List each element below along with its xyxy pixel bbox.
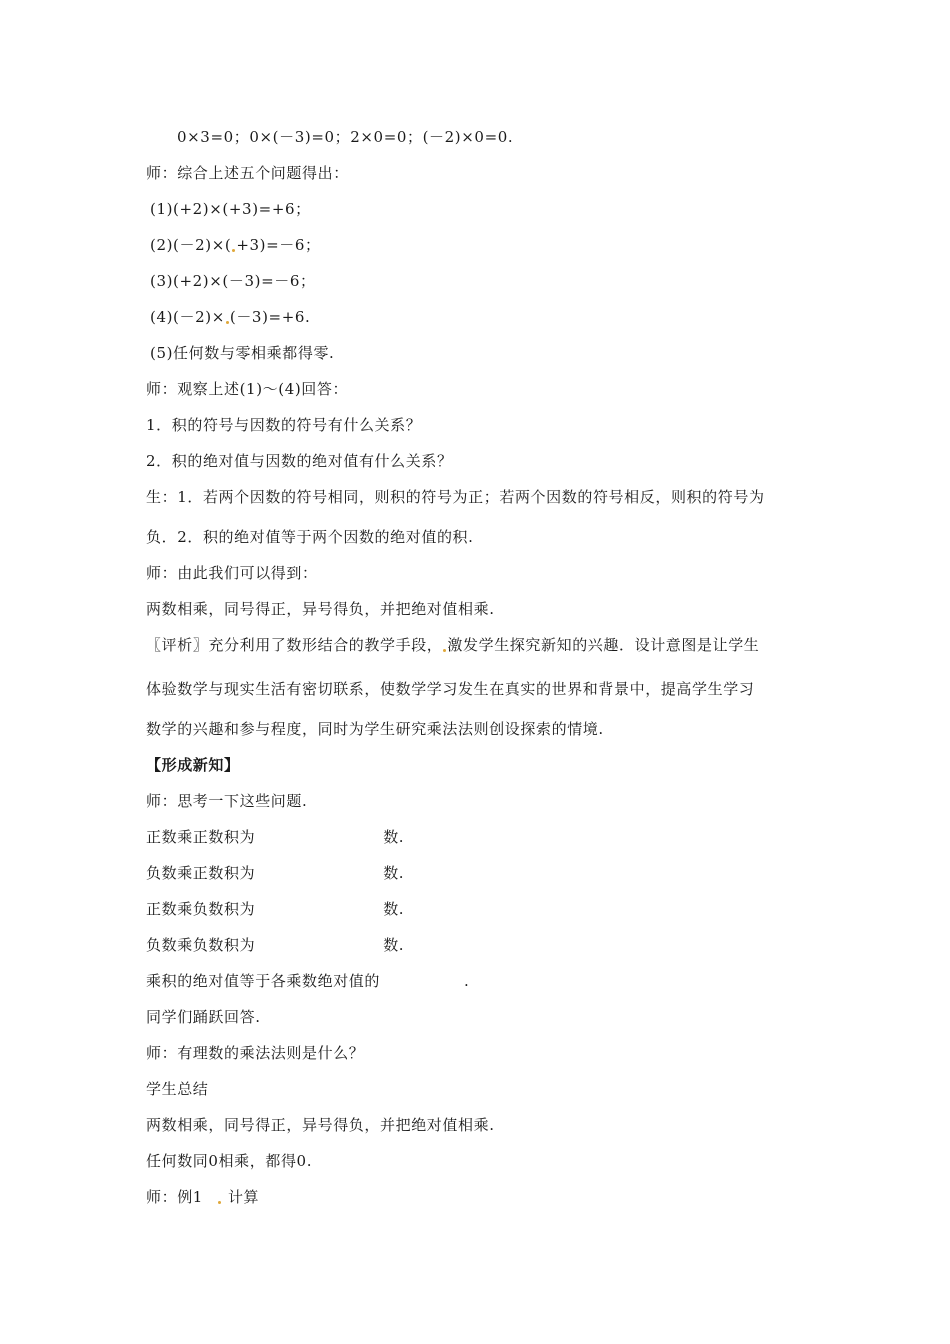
- observe-line: 师：观察上述(1)～(4)回答：: [146, 380, 349, 398]
- rule-summary-line: 两数相乘，同号得正，异号得负，并把绝对值相乘.: [146, 1116, 495, 1134]
- question-2-line: 2．积的绝对值与因数的绝对值有什么关系？: [146, 452, 453, 470]
- example-text: 计算: [227, 1188, 260, 1206]
- rule-4-part-b: (－3)=+6.: [229, 308, 311, 326]
- blank-line-neg-pos: [146, 863, 404, 883]
- fill-prompt: 负数乘负数积为: [146, 936, 256, 954]
- teacher-think-line: 师：思考一下这些问题.: [146, 792, 308, 810]
- fill-suffix: .: [464, 972, 470, 990]
- section-heading: 【形成新知】: [146, 756, 240, 774]
- zero-rule-line: 任何数同0相乘，都得0.: [146, 1152, 313, 1170]
- fill-suffix: 数.: [383, 936, 405, 954]
- mark-dot: [218, 1201, 221, 1204]
- mark-dot: [443, 649, 446, 652]
- commentary-line-3: 数学的兴趣和参与程度，同时为学生研究乘法法则创设探索的情境.: [146, 720, 604, 738]
- fill-suffix: 数.: [383, 900, 405, 918]
- blank-line-pos-neg: [146, 899, 404, 919]
- commentary-part-a: 〖评析〗充分利用了数形结合的教学手段，: [146, 636, 443, 654]
- rule-5-line: (5)任何数与零相乘都得零.: [150, 344, 335, 362]
- multiplication-rule-line: 两数相乘，同号得正，异号得负，并把绝对值相乘.: [146, 600, 495, 618]
- blank-line-pos-pos: [146, 827, 404, 847]
- student-summary-line: 学生总结: [146, 1080, 209, 1098]
- commentary-line-1: [146, 635, 759, 655]
- fill-suffix: 数.: [383, 828, 405, 846]
- rule-2-part-a: (2)(－2)×(: [150, 236, 232, 254]
- student-answer-line-1: 生：1．若两个因数的符号相同，则积的符号为正；若两个因数的符号相反，则积的符号为: [146, 488, 765, 506]
- commentary-line-2: 体验数学与现实生活有密切联系，使数学学习发生在真实的世界和背景中，提高学生学习: [146, 680, 755, 698]
- teacher-question-line: 师：有理数的乘法法则是什么？: [146, 1044, 365, 1062]
- fill-prompt: 正数乘正数积为: [146, 828, 256, 846]
- teacher-conclude-line: 师：由此我们可以得到：: [146, 564, 318, 582]
- rule-2-part-b: +3)=－6；: [236, 236, 321, 254]
- rule-4-part-a: (4)(－2)×: [150, 308, 225, 326]
- fill-prompt: 负数乘正数积为: [146, 864, 256, 882]
- students-answer-line: 同学们踊跃回答.: [146, 1008, 261, 1026]
- student-answer-line-2: 负．2．积的绝对值等于两个因数的绝对值的积.: [146, 528, 474, 546]
- example-label: 师：例1: [146, 1188, 203, 1206]
- rule-4-line: [150, 307, 310, 327]
- fill-prompt: 正数乘负数积为: [146, 900, 256, 918]
- rule-1-line: (1)(+2)×(+3)=+6；: [150, 200, 311, 218]
- mark-dot: [232, 249, 235, 252]
- blank-line-abs: [146, 971, 469, 991]
- question-1-line: 1．积的符号与因数的符号有什么关系？: [146, 416, 422, 434]
- zero-products-line: 0×3=0；0×(－3)=0；2×0=0；(－2)×0=0.: [177, 128, 514, 146]
- rule-3-line: (3)(+2)×(－3)=－6；: [150, 272, 316, 290]
- teacher-summary-line: 师：综合上述五个问题得出：: [146, 164, 349, 182]
- example-line: [146, 1187, 259, 1207]
- commentary-part-b: 激发学生探究新知的兴趣．设计意图是让学生: [447, 636, 760, 654]
- mark-dot: [226, 321, 229, 324]
- fill-suffix: 数.: [383, 864, 405, 882]
- rule-2-line: [150, 235, 321, 255]
- fill-prompt: 乘积的绝对值等于各乘数绝对值的: [146, 972, 381, 990]
- blank-line-neg-neg: [146, 935, 404, 955]
